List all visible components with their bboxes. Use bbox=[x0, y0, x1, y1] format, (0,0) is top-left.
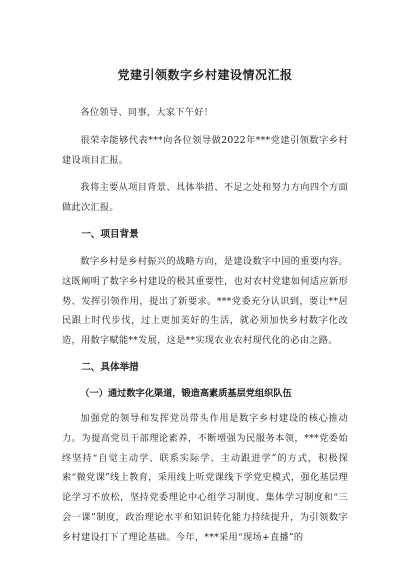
intro-paragraph-1: 很荣幸能够代表***向各位领导做2022年***党建引领数字乡村建设项目汇报。 bbox=[62, 134, 348, 166]
section-1-heading: 一、项目背景 bbox=[81, 228, 139, 240]
subsection-1-body: 加强党的领导和发挥党员带头作用是数字乡村建设的核心推动力。为提高党员干部理论素养，不断增强为民服务本领，***党委始终坚持“自觉主动学、联系实际学、主动跟进学”的方式，积极探索“微党课”线上教育，采用线上听党课线下学党史模式，强化基层理论学习不放松，坚持党委理论中心组学习制度、集体学习制度和“三会一课”制度，政治理论水平和知识转化能力持续提升，为引领数字乡村建设打下了理论基础。今年，***采用“现场+直播”的 bbox=[62, 412, 348, 543]
intro-paragraph-2: 我将主要从项目背景、具体举措、不足之处和努力方向四个方面做此次汇报。 bbox=[62, 182, 348, 214]
subsection-1-heading: （一）通过数字化渠道，锻造高素质基层党组织队伍 bbox=[80, 387, 292, 399]
section-2-heading: 二、具体举措 bbox=[81, 361, 139, 373]
greeting-paragraph: 各位领导、同事，大家下午好！ bbox=[80, 107, 214, 118]
section-1-body: 数字乡村是乡村振兴的战略方向，是建设数字中国的重要内容。这既阐明了数字乡村建设的极其重要性，也对农村党建如何适应新形势、发挥引领作用，提出了新要求。***党委充分认识到，要让**居民跟上时代步伐，过上更加美好的生活，就必须加快乡村数字化改造，用数字赋能**发展，这是**实现农业农村现代化的必由之路。 bbox=[62, 255, 348, 347]
document-title: 党建引领数字乡村建设情况汇报 bbox=[117, 68, 293, 82]
